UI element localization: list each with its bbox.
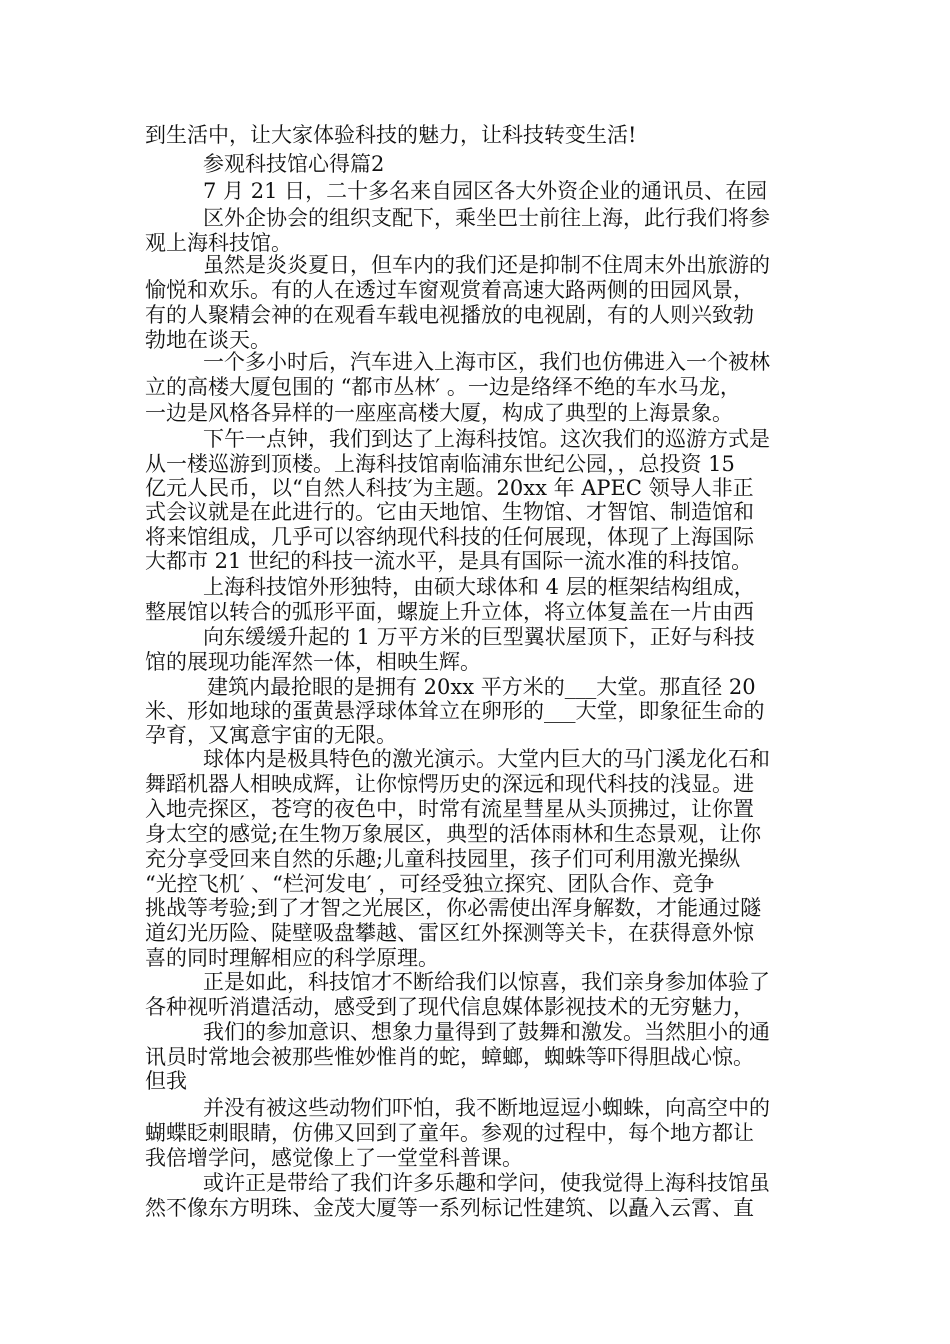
text-line: 身太空的感觉;在生物万象展区，典型的活体雨林和生态景观，让你 [145, 822, 762, 846]
text-line: 将来馆组成，几乎可以容纳现代科技的任何展现，体现了上海国际 [145, 525, 754, 549]
text-line: 式会议就是在此进行的。它由天地馆、生物馆、才智馆、制造馆和 [145, 500, 754, 524]
text-line: “光控飞机′ 、“栏河发电′ ，可经受独立探究、团队合作、竞争 [145, 872, 715, 896]
text-line: 观上海科技馆。 [145, 231, 292, 255]
text-line: 道幻光历险、陡壁吸盘攀越、雷区红外探测等关卡，在获得意外惊 [145, 921, 754, 945]
text-line: 建筑内最抢眼的是拥有 20xx 平方米的___大堂。那直径 20 [207, 675, 756, 699]
text-line: 孕育，又寓意宇宙的无限。 [145, 723, 397, 747]
text-line: 我倍增学问，感觉像上了一堂堂科普课。 [145, 1146, 523, 1170]
text-line: 立的高楼大厦包围的 “都市丛林′ 。一边是络绎不绝的车水马龙， [145, 375, 741, 399]
text-line: 向东缓缓升起的 1 万平方米的巨型翼状屋顶下，正好与科技 [203, 625, 755, 649]
section-heading: 参观科技馆心得篇2 [203, 152, 385, 176]
text-line: 米、形如地球的蛋黄悬浮球体耸立在卵形的___大堂，即象征生命的 [145, 699, 765, 723]
text-line: 我们的参加意识、想象力量得到了鼓舞和激发。当然胆小的通 [203, 1020, 770, 1044]
text-line: 馆的展现功能浑然一体，相映生辉。 [145, 650, 481, 674]
text-line: 但我 [145, 1069, 187, 1093]
text-line: 大都市 21 世纪的科技一流水平，是具有国际一流水准的科技馆。 [145, 549, 753, 573]
text-line: 上海科技馆外形独特，由硕大球体和 4 层的框架结构组成， [203, 575, 755, 599]
text-line: 勃地在谈天。 [145, 328, 271, 352]
text-line: 然不像东方明珠、金茂大厦等一系列标记性建筑、以矗入云霄、直 [145, 1196, 754, 1220]
text-line: 下午一点钟，我们到达了上海科技馆。这次我们的巡游方式是 [203, 427, 770, 451]
text-line: 7 月 21 日，二十多名来自园区各大外资企业的通讯员、在园 [203, 179, 768, 203]
text-line: 正是如此，科技馆才不断给我们以惊喜，我们亲身参加体验了 [203, 970, 770, 994]
text-line: 区外企协会的组织支配下，乘坐巴士前往上海，此行我们将参 [203, 206, 770, 230]
text-line: 并没有被这些动物们吓怕，我不断地逗逗小蜘蛛，向高空中的 [203, 1096, 770, 1120]
text-line: 到生活中，让大家体验科技的魅力，让科技转变生活! [145, 123, 637, 147]
text-line: 舞蹈机器人相映成辉，让你惊愕历史的深远和现代科技的浅显。进 [145, 772, 754, 796]
text-line: 从一楼巡游到顶楼。上海科技馆南临浦东世纪公园，，总投资 15 [145, 452, 735, 476]
text-line: 或许正是带给了我们许多乐趣和学问，使我觉得上海科技馆虽 [203, 1171, 770, 1195]
text-line: 一个多小时后，汽车进入上海市区，我们也仿佛进入一个被林 [203, 350, 770, 374]
text-line: 一边是风格各异样的一座座高楼大厦，构成了典型的上海景象。 [145, 401, 733, 425]
text-line: 虽然是炎炎夏日，但车内的我们还是抑制不住周末外出旅游的 [203, 253, 770, 277]
text-line: 愉悦和欢乐。有的人在透过车窗观赏着高速大路两侧的田园风景， [145, 278, 754, 302]
text-line: 喜的同时理解相应的科学原理。 [145, 946, 439, 970]
text-line: 亿元人民币，以“自然人科技′为主题。20xx 年 APEC 领导人非正 [145, 476, 754, 500]
text-line: 各种视听消遣活动，感受到了现代信息媒体影视技术的无穷魅力， [145, 995, 754, 1019]
text-line: 入地壳探区，苍穹的夜色中，时常有流星彗星从头顶拂过，让你置 [145, 797, 754, 821]
text-line: 整展馆以转合的弧形平面，螺旋上升立体，将立体复盖在一片由西 [145, 600, 754, 624]
text-line: 充分享受回来自然的乐趣;儿童科技园里，孩子们可利用激光操纵 [145, 847, 741, 871]
text-line: 挑战等考验;到了才智之光展区，你必需使出浑身解数，才能通过隧 [145, 896, 762, 920]
text-line: 讯员时常地会被那些惟妙惟肖的蛇，蟑螂，蜘蛛等吓得胆战心惊。 [145, 1045, 754, 1069]
text-line: 有的人聚精会神的在观看车载电视播放的电视剧，有的人则兴致勃 [145, 303, 754, 327]
text-line: 蝴蝶眨刺眼睛，仿佛又回到了童年。参观的过程中，每个地方都让 [145, 1121, 754, 1145]
text-line: 球体内是极具特色的激光演示。大堂内巨大的马门溪龙化石和 [203, 747, 770, 771]
